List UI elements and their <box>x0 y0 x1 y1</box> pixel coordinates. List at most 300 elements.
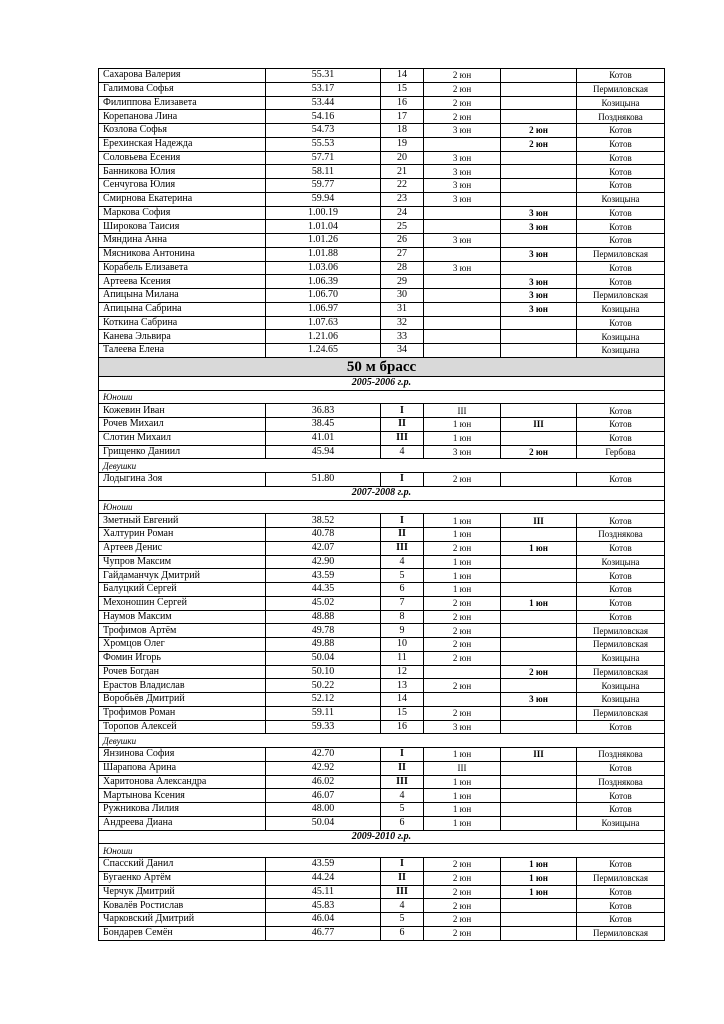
coach-name-cell: Котов <box>577 220 665 234</box>
table-row <box>99 473 665 487</box>
table-row <box>99 165 665 179</box>
current-rank-cell <box>424 330 501 344</box>
place-cell: 18 <box>381 124 424 138</box>
current-rank-cell <box>424 247 501 261</box>
place-cell: 5 <box>381 913 424 927</box>
athlete-name-cell: Коткина Сабрина <box>99 316 266 330</box>
result-time-cell: 48.88 <box>266 610 381 624</box>
achieved-rank-cell <box>501 803 577 817</box>
place-cell: 29 <box>381 275 424 289</box>
achieved-rank-cell: 3 юн <box>501 275 577 289</box>
result-time-cell: 44.24 <box>266 871 381 885</box>
table-row <box>99 624 665 638</box>
athlete-name-cell: Торопов Алексей <box>99 720 266 734</box>
coach-name-cell: Козицына <box>577 330 665 344</box>
result-time-cell: 41.01 <box>266 431 381 445</box>
coach-name-cell: Козицына <box>577 816 665 830</box>
achieved-rank-cell: 3 юн <box>501 693 577 707</box>
coach-name-cell: Пермиловская <box>577 665 665 679</box>
current-rank-cell: 3 юн <box>424 234 501 248</box>
coach-name-cell: Пермиловская <box>577 247 665 261</box>
current-rank-cell: 2 юн <box>424 541 501 555</box>
result-time-cell: 46.77 <box>266 926 381 940</box>
place-cell: 31 <box>381 302 424 316</box>
achieved-rank-cell <box>501 720 577 734</box>
place-cell: 26 <box>381 234 424 248</box>
result-time-cell: 53.17 <box>266 82 381 96</box>
athlete-name-cell: Чупров Максим <box>99 555 266 569</box>
result-time-cell: 1.07.63 <box>266 316 381 330</box>
coach-name-cell: Котов <box>577 514 665 528</box>
current-rank-cell <box>424 693 501 707</box>
coach-name-cell: Пермиловская <box>577 638 665 652</box>
age-group-row <box>99 830 665 844</box>
result-time-cell: 1.01.26 <box>266 234 381 248</box>
result-time-cell: 50.10 <box>266 665 381 679</box>
athlete-name-cell: Слотин Михаил <box>99 431 266 445</box>
table-row <box>99 789 665 803</box>
achieved-rank-cell <box>501 404 577 418</box>
table-row <box>99 234 665 248</box>
results-table-body <box>99 69 665 941</box>
coach-name-cell: Козицына <box>577 693 665 707</box>
current-rank-cell <box>424 137 501 151</box>
place-cell: 25 <box>381 220 424 234</box>
place-cell: 15 <box>381 706 424 720</box>
place-cell: II <box>381 871 424 885</box>
table-row <box>99 404 665 418</box>
age-group-label: 2009-2010 г.р. <box>99 830 665 844</box>
table-row <box>99 275 665 289</box>
achieved-rank-cell <box>501 165 577 179</box>
athlete-name-cell: Спасский Данил <box>99 858 266 872</box>
result-time-cell: 1.24.65 <box>266 344 381 358</box>
place-cell: III <box>381 775 424 789</box>
place-cell: 22 <box>381 179 424 193</box>
current-rank-cell: 2 юн <box>424 638 501 652</box>
achieved-rank-cell <box>501 110 577 124</box>
athlete-name-cell: Зметный Евгений <box>99 514 266 528</box>
table-row <box>99 748 665 762</box>
table-row <box>99 569 665 583</box>
coach-name-cell: Гербова <box>577 445 665 459</box>
athlete-name-cell: Кожевин Иван <box>99 404 266 418</box>
place-cell: 5 <box>381 569 424 583</box>
athlete-name-cell: Широкова Таисия <box>99 220 266 234</box>
achieved-rank-cell: III <box>501 514 577 528</box>
place-cell: 24 <box>381 206 424 220</box>
athlete-name-cell: Рочев Михаил <box>99 418 266 432</box>
athlete-name-cell: Талеева Елена <box>99 344 266 358</box>
place-cell: 4 <box>381 555 424 569</box>
current-rank-cell: 1 юн <box>424 514 501 528</box>
achieved-rank-cell <box>501 761 577 775</box>
achieved-rank-cell: III <box>501 418 577 432</box>
coach-name-cell: Котов <box>577 899 665 913</box>
result-time-cell: 59.11 <box>266 706 381 720</box>
current-rank-cell: 3 юн <box>424 165 501 179</box>
athlete-name-cell: Мартынова Ксения <box>99 789 266 803</box>
coach-name-cell: Котов <box>577 261 665 275</box>
result-time-cell: 42.70 <box>266 748 381 762</box>
place-cell: III <box>381 541 424 555</box>
result-time-cell: 55.53 <box>266 137 381 151</box>
table-row <box>99 926 665 940</box>
athlete-name-cell: Халтурин Роман <box>99 528 266 542</box>
result-time-cell: 51.80 <box>266 473 381 487</box>
table-row <box>99 693 665 707</box>
athlete-name-cell: Рочев Богдан <box>99 665 266 679</box>
achieved-rank-cell <box>501 431 577 445</box>
table-row <box>99 610 665 624</box>
place-cell: 10 <box>381 638 424 652</box>
athlete-name-cell: Шарапова Арина <box>99 761 266 775</box>
current-rank-cell: 2 юн <box>424 913 501 927</box>
table-row <box>99 124 665 138</box>
coach-name-cell: Котов <box>577 789 665 803</box>
current-rank-cell: 2 юн <box>424 110 501 124</box>
table-row <box>99 596 665 610</box>
athlete-name-cell: Лодыгина Зоя <box>99 473 266 487</box>
table-row <box>99 445 665 459</box>
result-time-cell: 1.03.06 <box>266 261 381 275</box>
current-rank-cell: 2 юн <box>424 899 501 913</box>
place-cell: III <box>381 885 424 899</box>
age-group-label: 2007-2008 г.р. <box>99 486 665 500</box>
coach-name-cell: Котов <box>577 803 665 817</box>
current-rank-cell: 2 юн <box>424 473 501 487</box>
table-row <box>99 775 665 789</box>
result-time-cell: 45.83 <box>266 899 381 913</box>
coach-name-cell: Котов <box>577 151 665 165</box>
place-cell: 30 <box>381 289 424 303</box>
current-rank-cell: 1 юн <box>424 418 501 432</box>
athlete-name-cell: Наумов Максим <box>99 610 266 624</box>
table-row <box>99 528 665 542</box>
athlete-name-cell: Артеев Денис <box>99 541 266 555</box>
coach-name-cell: Козицына <box>577 302 665 316</box>
table-row <box>99 858 665 872</box>
coach-name-cell: Пермиловская <box>577 82 665 96</box>
coach-name-cell: Котов <box>577 596 665 610</box>
athlete-name-cell: Мехоношин Сергей <box>99 596 266 610</box>
table-row <box>99 330 665 344</box>
table-row <box>99 803 665 817</box>
result-time-cell: 50.04 <box>266 816 381 830</box>
place-cell: 34 <box>381 344 424 358</box>
table-row <box>99 761 665 775</box>
result-time-cell: 1.01.04 <box>266 220 381 234</box>
result-time-cell: 48.00 <box>266 803 381 817</box>
athlete-name-cell: Соловьева Есения <box>99 151 266 165</box>
athlete-name-cell: Бондарев Семён <box>99 926 266 940</box>
age-group-label: 2005-2006 г.р. <box>99 376 665 390</box>
athlete-name-cell: Гайдаманчук Дмитрий <box>99 569 266 583</box>
gender-group-label: Юноши <box>99 500 665 514</box>
athlete-name-cell: Смирнова Екатерина <box>99 192 266 206</box>
athlete-name-cell: Апицына Сабрина <box>99 302 266 316</box>
place-cell: 13 <box>381 679 424 693</box>
athlete-name-cell: Янзинова София <box>99 748 266 762</box>
current-rank-cell: 1 юн <box>424 555 501 569</box>
coach-name-cell: Котов <box>577 610 665 624</box>
current-rank-cell: 2 юн <box>424 596 501 610</box>
achieved-rank-cell: 1 юн <box>501 871 577 885</box>
current-rank-cell <box>424 344 501 358</box>
athlete-name-cell: Фомин Игорь <box>99 651 266 665</box>
place-cell: 27 <box>381 247 424 261</box>
achieved-rank-cell: 1 юн <box>501 858 577 872</box>
table-row <box>99 220 665 234</box>
place-cell: II <box>381 418 424 432</box>
current-rank-cell <box>424 316 501 330</box>
achieved-rank-cell <box>501 330 577 344</box>
achieved-rank-cell: 1 юн <box>501 596 577 610</box>
current-rank-cell: 3 юн <box>424 179 501 193</box>
place-cell: 16 <box>381 96 424 110</box>
current-rank-cell: 1 юн <box>424 789 501 803</box>
current-rank-cell: 1 юн <box>424 803 501 817</box>
result-time-cell: 40.78 <box>266 528 381 542</box>
achieved-rank-cell: 3 юн <box>501 247 577 261</box>
athlete-name-cell: Трофимов Артём <box>99 624 266 638</box>
athlete-name-cell: Банникова Юлия <box>99 165 266 179</box>
current-rank-cell: 2 юн <box>424 926 501 940</box>
gender-group-row <box>99 844 665 858</box>
result-time-cell: 36.83 <box>266 404 381 418</box>
coach-name-cell: Позднякова <box>577 528 665 542</box>
achieved-rank-cell <box>501 151 577 165</box>
table-row <box>99 206 665 220</box>
place-cell: 4 <box>381 445 424 459</box>
table-row <box>99 96 665 110</box>
result-time-cell: 46.04 <box>266 913 381 927</box>
current-rank-cell: 1 юн <box>424 816 501 830</box>
age-group-row <box>99 376 665 390</box>
table-row <box>99 638 665 652</box>
place-cell: 12 <box>381 665 424 679</box>
gender-group-label: Девушки <box>99 459 665 473</box>
achieved-rank-cell <box>501 69 577 83</box>
result-time-cell: 1.00.19 <box>266 206 381 220</box>
coach-name-cell: Козицына <box>577 555 665 569</box>
current-rank-cell <box>424 289 501 303</box>
coach-name-cell: Котов <box>577 885 665 899</box>
place-cell: 11 <box>381 651 424 665</box>
coach-name-cell: Козицына <box>577 651 665 665</box>
coach-name-cell: Позднякова <box>577 110 665 124</box>
achieved-rank-cell <box>501 344 577 358</box>
place-cell: 20 <box>381 151 424 165</box>
achieved-rank-cell <box>501 261 577 275</box>
current-rank-cell: 2 юн <box>424 885 501 899</box>
achieved-rank-cell: 3 юн <box>501 220 577 234</box>
coach-name-cell: Козицына <box>577 679 665 693</box>
coach-name-cell: Котов <box>577 275 665 289</box>
coach-name-cell: Пермиловская <box>577 871 665 885</box>
place-cell: II <box>381 528 424 542</box>
current-rank-cell: 1 юн <box>424 583 501 597</box>
coach-name-cell: Котов <box>577 179 665 193</box>
result-time-cell: 58.11 <box>266 165 381 179</box>
achieved-rank-cell <box>501 775 577 789</box>
coach-name-cell: Котов <box>577 858 665 872</box>
result-time-cell: 1.06.70 <box>266 289 381 303</box>
achieved-rank-cell <box>501 624 577 638</box>
current-rank-cell <box>424 665 501 679</box>
result-time-cell: 1.21.06 <box>266 330 381 344</box>
current-rank-cell: 3 юн <box>424 124 501 138</box>
result-time-cell: 55.31 <box>266 69 381 83</box>
current-rank-cell: 2 юн <box>424 96 501 110</box>
result-time-cell: 38.45 <box>266 418 381 432</box>
achieved-rank-cell: 2 юн <box>501 665 577 679</box>
achieved-rank-cell <box>501 913 577 927</box>
athlete-name-cell: Ерехинская Надежда <box>99 137 266 151</box>
coach-name-cell: Позднякова <box>577 775 665 789</box>
result-time-cell: 46.02 <box>266 775 381 789</box>
achieved-rank-cell: 3 юн <box>501 206 577 220</box>
achieved-rank-cell <box>501 569 577 583</box>
achieved-rank-cell <box>501 926 577 940</box>
result-time-cell: 42.92 <box>266 761 381 775</box>
table-row <box>99 665 665 679</box>
coach-name-cell: Пермиловская <box>577 706 665 720</box>
athlete-name-cell: Сахарова Валерия <box>99 69 266 83</box>
coach-name-cell: Котов <box>577 541 665 555</box>
result-time-cell: 45.02 <box>266 596 381 610</box>
table-row <box>99 192 665 206</box>
athlete-name-cell: Трофимов Роман <box>99 706 266 720</box>
coach-name-cell: Котов <box>577 431 665 445</box>
place-cell: 23 <box>381 192 424 206</box>
coach-name-cell: Котов <box>577 761 665 775</box>
athlete-name-cell: Маркова София <box>99 206 266 220</box>
place-cell: 15 <box>381 82 424 96</box>
place-cell: 4 <box>381 899 424 913</box>
result-time-cell: 57.71 <box>266 151 381 165</box>
current-rank-cell: 3 юн <box>424 445 501 459</box>
table-row <box>99 247 665 261</box>
athlete-name-cell: Ружникова Лилия <box>99 803 266 817</box>
table-row <box>99 583 665 597</box>
gender-group-row <box>99 734 665 748</box>
athlete-name-cell: Корабель Елизавета <box>99 261 266 275</box>
table-row <box>99 179 665 193</box>
coach-name-cell: Позднякова <box>577 748 665 762</box>
result-time-cell: 43.59 <box>266 858 381 872</box>
results-table <box>98 68 665 941</box>
table-row <box>99 706 665 720</box>
table-row <box>99 82 665 96</box>
place-cell: 8 <box>381 610 424 624</box>
place-cell: II <box>381 761 424 775</box>
athlete-name-cell: Чарковский Дмитрий <box>99 913 266 927</box>
table-row <box>99 514 665 528</box>
athlete-name-cell: Артеева Ксения <box>99 275 266 289</box>
place-cell: 9 <box>381 624 424 638</box>
current-rank-cell: 1 юн <box>424 775 501 789</box>
achieved-rank-cell: 1 юн <box>501 541 577 555</box>
coach-name-cell: Козицына <box>577 344 665 358</box>
table-row <box>99 431 665 445</box>
athlete-name-cell: Хромцов Олег <box>99 638 266 652</box>
athlete-name-cell: Грищенко Даниил <box>99 445 266 459</box>
result-time-cell: 1.06.39 <box>266 275 381 289</box>
result-time-cell: 59.33 <box>266 720 381 734</box>
athlete-name-cell: Балуцкий Сергей <box>99 583 266 597</box>
table-row <box>99 261 665 275</box>
current-rank-cell: 1 юн <box>424 569 501 583</box>
coach-name-cell: Котов <box>577 473 665 487</box>
coach-name-cell: Котов <box>577 404 665 418</box>
table-row <box>99 816 665 830</box>
current-rank-cell: 2 юн <box>424 679 501 693</box>
coach-name-cell: Котов <box>577 720 665 734</box>
result-time-cell: 53.44 <box>266 96 381 110</box>
current-rank-cell: 1 юн <box>424 431 501 445</box>
gender-group-label: Девушки <box>99 734 665 748</box>
achieved-rank-cell <box>501 96 577 110</box>
result-time-cell: 42.07 <box>266 541 381 555</box>
current-rank-cell: 1 юн <box>424 748 501 762</box>
athlete-name-cell: Мяндина Анна <box>99 234 266 248</box>
gender-group-label: Юноши <box>99 390 665 404</box>
achieved-rank-cell <box>501 610 577 624</box>
achieved-rank-cell <box>501 789 577 803</box>
result-time-cell: 59.77 <box>266 179 381 193</box>
current-rank-cell: 2 юн <box>424 610 501 624</box>
athlete-name-cell: Филиппова Елизавета <box>99 96 266 110</box>
achieved-rank-cell <box>501 679 577 693</box>
achieved-rank-cell <box>501 706 577 720</box>
achieved-rank-cell <box>501 234 577 248</box>
table-row <box>99 555 665 569</box>
table-row <box>99 137 665 151</box>
coach-name-cell: Котов <box>577 206 665 220</box>
result-time-cell: 1.01.88 <box>266 247 381 261</box>
result-time-cell: 45.11 <box>266 885 381 899</box>
place-cell: I <box>381 858 424 872</box>
result-time-cell: 42.90 <box>266 555 381 569</box>
result-time-cell: 50.04 <box>266 651 381 665</box>
current-rank-cell: 2 юн <box>424 651 501 665</box>
current-rank-cell: 3 юн <box>424 261 501 275</box>
result-time-cell: 38.52 <box>266 514 381 528</box>
achieved-rank-cell: 2 юн <box>501 124 577 138</box>
current-rank-cell: 2 юн <box>424 624 501 638</box>
gender-group-row <box>99 459 665 473</box>
current-rank-cell: III <box>424 404 501 418</box>
achieved-rank-cell <box>501 528 577 542</box>
current-rank-cell: 2 юн <box>424 69 501 83</box>
achieved-rank-cell <box>501 816 577 830</box>
achieved-rank-cell: 2 юн <box>501 137 577 151</box>
achieved-rank-cell <box>501 192 577 206</box>
achieved-rank-cell <box>501 473 577 487</box>
coach-name-cell: Котов <box>577 234 665 248</box>
athlete-name-cell: Черчук Дмитрий <box>99 885 266 899</box>
result-time-cell: 49.78 <box>266 624 381 638</box>
achieved-rank-cell: 1 юн <box>501 885 577 899</box>
current-rank-cell <box>424 275 501 289</box>
achieved-rank-cell <box>501 555 577 569</box>
result-time-cell: 54.73 <box>266 124 381 138</box>
result-time-cell: 43.59 <box>266 569 381 583</box>
athlete-name-cell: Воробьёв Дмитрий <box>99 693 266 707</box>
coach-name-cell: Котов <box>577 137 665 151</box>
achieved-rank-cell: 2 юн <box>501 445 577 459</box>
